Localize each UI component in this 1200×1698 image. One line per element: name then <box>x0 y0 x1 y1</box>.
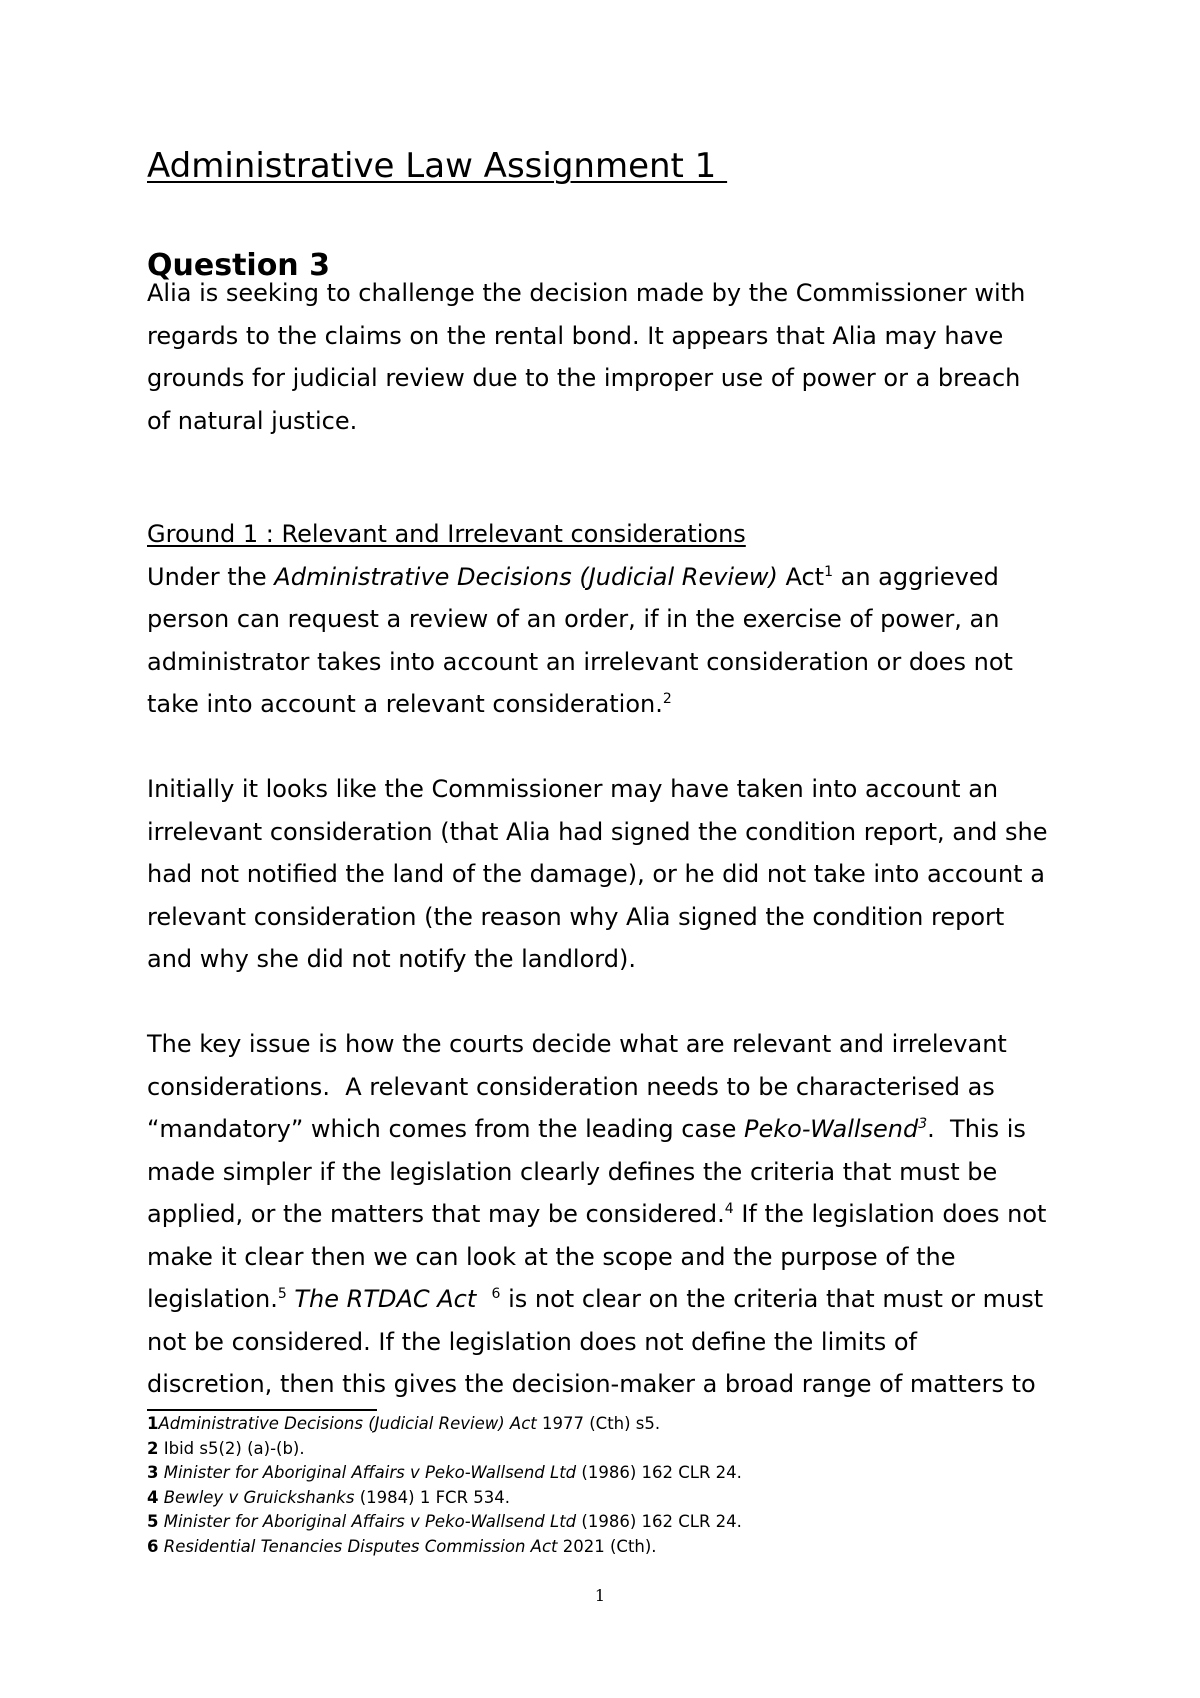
text-run: “mandatory” which comes from the leading case <box>147 1115 745 1143</box>
act-abbrev-italic: The RTDAC Act <box>286 1285 492 1313</box>
footnote-text: (1984) 1 FCR 534. <box>354 1487 511 1507</box>
footnote-italic: Bewley v Gruickshanks <box>158 1487 355 1507</box>
footnote-ref-6: 6 <box>491 1286 501 1302</box>
text-line: Alia is seeking to challenge the decision made by the Commissioner with <box>147 279 1026 307</box>
text-line <box>147 1108 1067 1151</box>
text-line: made simpler if the legislation clearly defines the criteria that must be <box>147 1157 998 1186</box>
text-line: and why she did not notify the landlord). <box>147 945 636 973</box>
footnote-ref-4: 4 <box>724 1201 734 1217</box>
footnote-4 <box>147 1486 1067 1511</box>
case-name-italic: Peko-Wallsend <box>744 1115 919 1143</box>
footnote-separator <box>147 1409 377 1411</box>
intro-paragraph <box>147 272 1067 442</box>
footnote-2 <box>147 1437 1067 1462</box>
footnote-text: 2021 (Cth). <box>557 1536 657 1556</box>
text-line: person can request a review of an order, if in the exercise of power, an <box>147 605 1000 633</box>
ground-1-section <box>147 513 1067 726</box>
footnote-number: 2 <box>147 1438 159 1458</box>
text-line <box>147 683 1067 726</box>
initially-paragraph <box>147 768 1067 981</box>
footnote-number: 3 <box>147 1463 159 1483</box>
text-run: Under the <box>147 562 275 591</box>
text-line: not be considered. If the legislation does not define the limits of <box>147 1327 917 1356</box>
text-line: discretion, then this gives the decision-maker a broad range of matters to <box>147 1370 1036 1398</box>
text-line: irrelevant consideration (that Alia had signed the condition report, and she <box>147 817 1048 846</box>
footnote-6 <box>147 1535 1067 1560</box>
footnote-number: 6 <box>147 1536 159 1556</box>
text-line <box>147 1193 1067 1236</box>
act-title-italic: Administrative Decisions (Judicial Review) <box>274 562 778 591</box>
text-line <box>147 1278 1067 1321</box>
footnote-3 <box>147 1461 1067 1486</box>
text-run: is not clear on the criteria that must or must <box>500 1285 1044 1313</box>
page-number: 1 <box>594 1586 606 1605</box>
footnote-italic: Administrative Decisions (Judicial Review) Act <box>158 1414 537 1433</box>
footnote-number: 5 <box>147 1512 159 1532</box>
text-line: administrator takes into account an irrelevant consideration or does not <box>147 647 1013 676</box>
text-run: an aggrieved <box>833 562 999 591</box>
footnote-italic: Residential Tenancies Disputes Commission Act <box>158 1536 558 1556</box>
text-line: Initially it looks like the Commissioner may have taken into account an <box>147 775 999 803</box>
footnote-text: Ibid s5(2) (a)-(b). <box>158 1438 305 1458</box>
footnote-text: 1977 (Cth) s5. <box>536 1414 661 1433</box>
text-run: If the legislation does not <box>733 1200 1047 1228</box>
question-heading: Question 3 <box>147 248 330 283</box>
footnote-ref-2: 2 <box>662 691 672 707</box>
footnote-1 <box>147 1412 1067 1437</box>
text-line: had not notified the land of the damage), or he did not take into account a <box>147 860 1045 888</box>
text-run: applied, or the matters that may be considered. <box>147 1200 725 1228</box>
footnote-italic: Minister for Aboriginal Affairs v Peko-Wallsend Ltd <box>158 1463 577 1483</box>
text-run: take into account a relevant consideration. <box>147 690 663 718</box>
text-line: The key issue is how the courts decide what are relevant and irrelevant <box>147 1030 1007 1058</box>
footnote-ref-1: 1 <box>824 563 833 580</box>
text-run: Act <box>777 562 825 591</box>
footnote-ref-3: 3 <box>918 1116 928 1132</box>
key-issue-paragraph <box>147 1023 1067 1406</box>
footnote-italic: Minister for Aboriginal Affairs v Peko-Wallsend Ltd <box>158 1512 577 1532</box>
text-line <box>147 556 1067 599</box>
text-line: of natural justice. <box>147 406 358 435</box>
footnote-number: 4 <box>147 1487 159 1507</box>
footnote-5 <box>147 1510 1067 1535</box>
footnote-number: 1 <box>147 1414 159 1433</box>
footnote-text: (1986) 162 CLR 24. <box>576 1512 742 1532</box>
text-line: regards to the claims on the rental bond. It appears that Alia may have <box>147 321 1004 350</box>
footnote-text: (1986) 162 CLR 24. <box>576 1463 742 1483</box>
footnote-ref-5: 5 <box>277 1286 287 1302</box>
text-line: make it clear then we can look at the scope and the purpose of the <box>147 1242 956 1271</box>
footnotes <box>147 1412 1067 1560</box>
text-line: grounds for judicial review due to the improper use of power or a breach <box>147 364 1021 392</box>
text-line: relevant consideration (the reason why Alia signed the condition report <box>147 902 1005 931</box>
text-run: . This is <box>927 1115 1026 1143</box>
text-line: considerations. A relevant consideration needs to be characterised as <box>147 1072 995 1101</box>
ground-heading: Ground 1 : Relevant and Irrelevant considerations <box>147 520 746 548</box>
text-run: legislation. <box>147 1285 278 1313</box>
document-title: Administrative Law Assignment 1 <box>147 146 728 186</box>
